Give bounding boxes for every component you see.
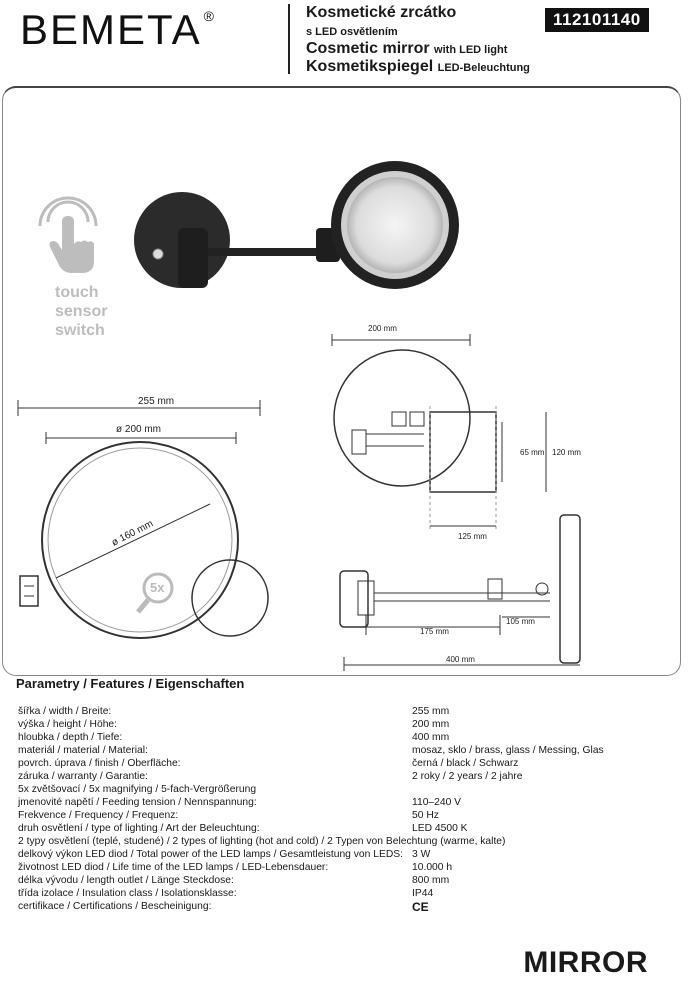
- feature-label: jmenovité napětí / Feeding tension / Nennspannung:: [18, 797, 257, 808]
- feature-label: výška / height / Höhe:: [18, 719, 118, 730]
- feature-label: šířka / width / Breite:: [18, 706, 112, 717]
- touch-button: [153, 249, 163, 259]
- subtitle-de: LED-Beleuchtung: [437, 61, 530, 74]
- feature-value: 110–240 V: [412, 797, 462, 808]
- dim-height-65: 65 mm: [520, 448, 545, 457]
- title-cz: Kosmetické zrcátko: [306, 4, 457, 21]
- product-title-block: [306, 4, 530, 76]
- feature-label: délka vývodu / length outlet / Länge Steckdose:: [18, 875, 234, 886]
- dim-length-175: 175 mm: [420, 627, 449, 636]
- dim-diameter-200: ø 200 mm: [116, 424, 162, 435]
- brand-name: BEMETA: [20, 6, 202, 53]
- feature-label: Frekvence / Frequency / Frequenz:: [18, 810, 179, 821]
- touch-line-1: touch: [55, 284, 99, 301]
- feature-value: IP44: [412, 888, 434, 899]
- feature-label: 5x zvětšovací / 5x magnifying / 5-fach-Vergrößerung: [18, 784, 257, 795]
- feature-label: hloubka / depth / Tiefe:: [18, 732, 123, 743]
- feature-value: 200 mm: [412, 719, 450, 730]
- feature-label: třída izolace / Insulation class / Isolationsklasse:: [18, 888, 237, 899]
- ce-mark: CE: [412, 900, 429, 914]
- touch-hand-icon: [34, 192, 104, 276]
- feature-value: 400 mm: [412, 732, 450, 743]
- feature-value: černá / black / Schwarz: [412, 758, 519, 769]
- feature-label: delkový výkon LED diod / Total power of the LED lamps / Gesamtleistung von LEDS:: [18, 849, 403, 860]
- category-label: MIRROR: [523, 946, 648, 979]
- side-view-drawing: [330, 505, 590, 675]
- dim-top-200: 200 mm: [368, 324, 397, 333]
- feature-label: 2 typy osvětlení (teplé, studené) / 2 types of lighting (hot and cold) / 2 Typen von Belechtung (warme, kalte): [18, 836, 506, 847]
- touch-line-2: sensor: [55, 303, 108, 321]
- feature-label: materiál / material / Material:: [18, 745, 148, 756]
- feature-label: záruka / warranty / Garantie:: [18, 771, 148, 782]
- feature-value: 800 mm: [412, 875, 450, 886]
- dim-height-120: 120 mm: [552, 448, 581, 457]
- features-title: Parametry / Features / Eigenschaften: [16, 676, 245, 691]
- feature-value: 10.000 h: [412, 862, 453, 873]
- registered-mark: ®: [203, 8, 216, 24]
- title-de: Kosmetikspiegel: [306, 57, 434, 75]
- touch-sensor-label: [55, 283, 107, 341]
- dim-diameter-160: ø 160 mm: [109, 518, 156, 549]
- product-photo: [130, 150, 470, 330]
- magnification-label: 5x: [150, 580, 165, 595]
- feature-value: LED 4500 K: [412, 823, 468, 834]
- feature-value: 3 W: [412, 849, 431, 860]
- header-divider: [288, 4, 290, 74]
- touch-line-3: switch: [55, 322, 105, 340]
- mirror-glass: [347, 177, 443, 273]
- feature-label: druh osvětlení / type of lighting / Art der Beleuchtung:: [18, 823, 260, 834]
- product-code: 112101140: [545, 8, 649, 32]
- brand-logo: [20, 6, 216, 54]
- feature-label: životnost LED diod / Life time of the LED lamps / LED-Lebensdauer:: [18, 862, 329, 873]
- feature-label: certifikace / Certifications / Bescheinigung:: [18, 901, 212, 912]
- subtitle-cz: s LED osvětlením: [306, 25, 398, 38]
- feature-value: mosaz, sklo / brass, glass / Messing, Glas: [412, 745, 604, 756]
- feature-value: 255 mm: [412, 706, 450, 717]
- dim-length-105: 105 mm: [506, 617, 535, 626]
- feature-value: 2 roky / 2 years / 2 jahre: [412, 771, 523, 782]
- dim-width-125: 125 mm: [458, 532, 487, 541]
- subtitle-en: with LED light: [434, 43, 508, 56]
- dim-width-255: 255 mm: [138, 396, 175, 407]
- feature-value: 50 Hz: [412, 810, 439, 821]
- feature-label: povrch. úprava / finish / Oberfläche:: [18, 758, 181, 769]
- dim-length-400: 400 mm: [446, 655, 475, 664]
- title-en: Cosmetic mirror: [306, 39, 430, 57]
